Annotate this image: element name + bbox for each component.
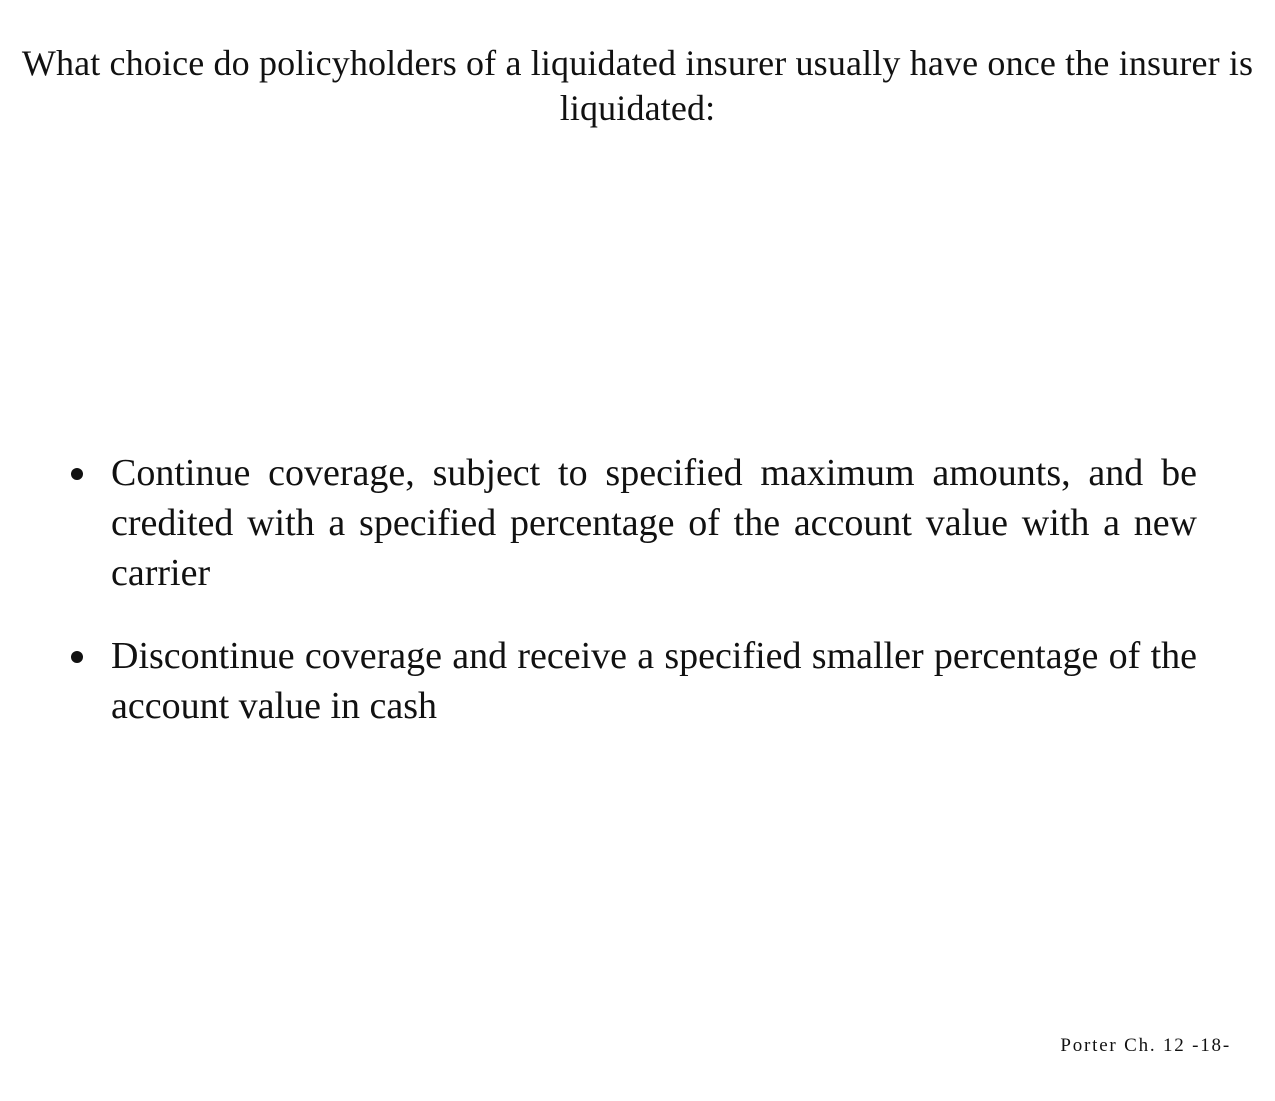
bullet-icon	[71, 468, 83, 480]
bullet-item	[70, 448, 1197, 598]
bullet-list	[70, 448, 1197, 731]
page-footer: Porter Ch. 12 -18-	[1060, 1035, 1231, 1056]
bullet-icon	[71, 651, 83, 663]
bullet-text: Continue coverage, subject to specified maximum amounts, and be credited with a specified percentage of the account value with a new carrier	[111, 452, 1197, 594]
bullet-text: Discontinue coverage and receive a specified smaller percentage of the account value in cash	[111, 635, 1197, 727]
slide-title: What choice do policyholders of a liquidated insurer usually have once the insurer is liquidated:	[21, 43, 1254, 128]
bullet-item	[70, 631, 1197, 731]
